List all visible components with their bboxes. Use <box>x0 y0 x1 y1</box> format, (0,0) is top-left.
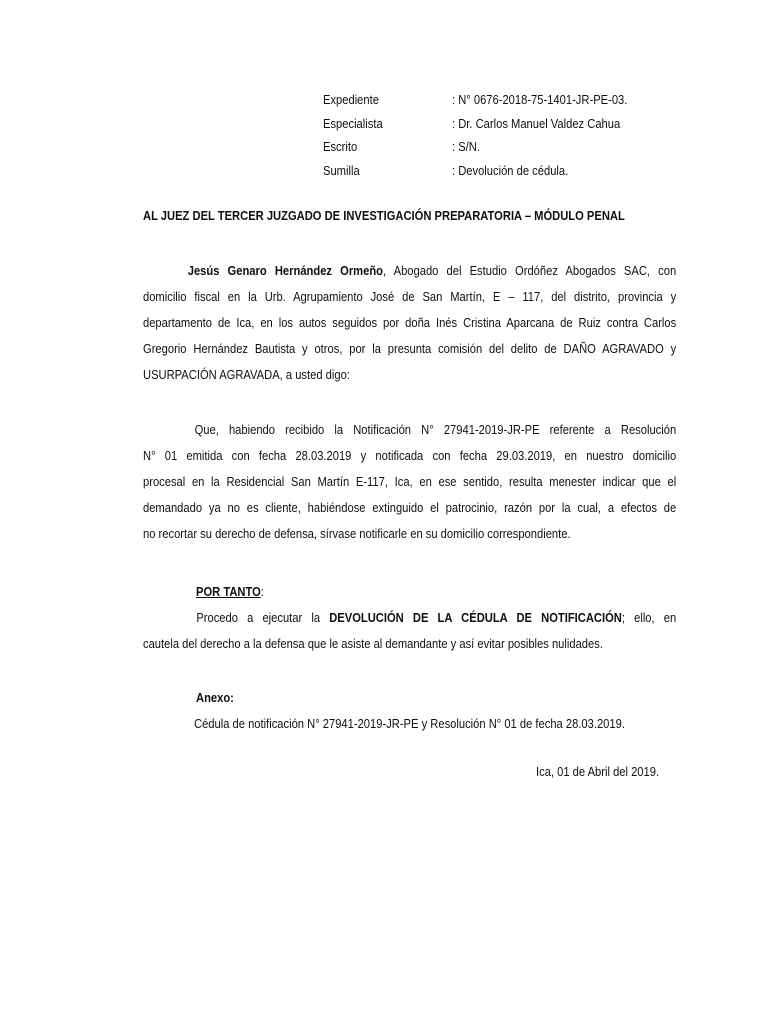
body-line-2: N° 01 emitida con fecha 28.03.2019 y notificada con fecha 29.03.2019, en nuestro domicilio <box>143 448 677 463</box>
por-tanto-line-1: Procedo a ejecutar la DEVOLUCIÓN DE LA CÉDULA DE NOTIFICACIÓN; ello, en <box>196 610 677 625</box>
intro-line-3: departamento de Ica, en los autos seguidos por doña Inés Cristina Aparcana de Ruiz contra Carlos <box>143 315 677 330</box>
intro-line-1 <box>143 258 676 284</box>
expediente-value: : N° 0676-2018-75-1401-JR-PE-03. <box>452 92 628 107</box>
intro-paragraph <box>143 258 676 388</box>
anexo-text: Cédula de notificación N° 27941-2019-JR-PE y Resolución N° 01 de fecha 28.03.2019. <box>194 716 625 731</box>
escrito-value: : S/N. <box>452 139 480 154</box>
body-line-4: demandado ya no es cliente, habiéndose extinguido el patrocinio, razón por la cual, a efectos de <box>143 500 677 515</box>
body-paragraph <box>143 417 676 547</box>
sumilla-value: : Devolución de cédula. <box>452 163 569 178</box>
intro-line-2: domicilio fiscal en la Urb. Agrupamiento José de San Martín, E – 117, del distrito, provincia y <box>143 289 677 304</box>
intro-line-1-rest: , Abogado del Estudio Ordóñez Abogados SAC, con <box>383 263 677 278</box>
intro-line-5: USURPACIÓN AGRAVADA, a usted digo: <box>143 367 350 382</box>
por-tanto-heading: POR TANTO: <box>196 584 264 599</box>
anexo-heading: Anexo: <box>196 690 234 705</box>
addressee-title <box>143 206 703 226</box>
sumilla-label: Sumilla <box>323 163 360 178</box>
expediente-label: Expediente <box>323 92 379 107</box>
body-line-5: no recortar su derecho de defensa, sírvase notificarle en su domicilio correspondiente. <box>143 526 571 541</box>
place-date: Ica, 01 de Abril del 2019. <box>536 764 660 779</box>
intro-line-4: Gregorio Hernández Bautista y otros, por la presunta comisión del delito de DAÑO AGRAVADO y <box>143 341 677 356</box>
devolucion-emphasis: DEVOLUCIÓN DE LA CÉDULA DE NOTIFICACIÓN <box>329 610 622 625</box>
body-line-3: procesal en la Residencial San Martín E-117, Ica, en ese sentido, resulta menester indicar que el <box>143 474 677 489</box>
addressee-text: AL JUEZ DEL TERCER JUZGADO DE INVESTIGACIÓN PREPARATORIA – MÓDULO PENAL <box>143 208 625 223</box>
por-tanto-paragraph <box>143 605 676 657</box>
por-tanto-line-2: cautela del derecho a la defensa que le asiste al demandante y así evitar posibles nulidades. <box>143 636 603 651</box>
author-name: Jesús Genaro Hernández Ormeño <box>187 263 384 278</box>
especialista-value: : Dr. Carlos Manuel Valdez Cahua <box>452 116 621 131</box>
escrito-label: Escrito <box>323 139 358 154</box>
especialista-label: Especialista <box>323 116 383 131</box>
body-line-1: Que, habiendo recibido la Notificación N° 27941-2019-JR-PE referente a Resolución <box>194 422 677 437</box>
